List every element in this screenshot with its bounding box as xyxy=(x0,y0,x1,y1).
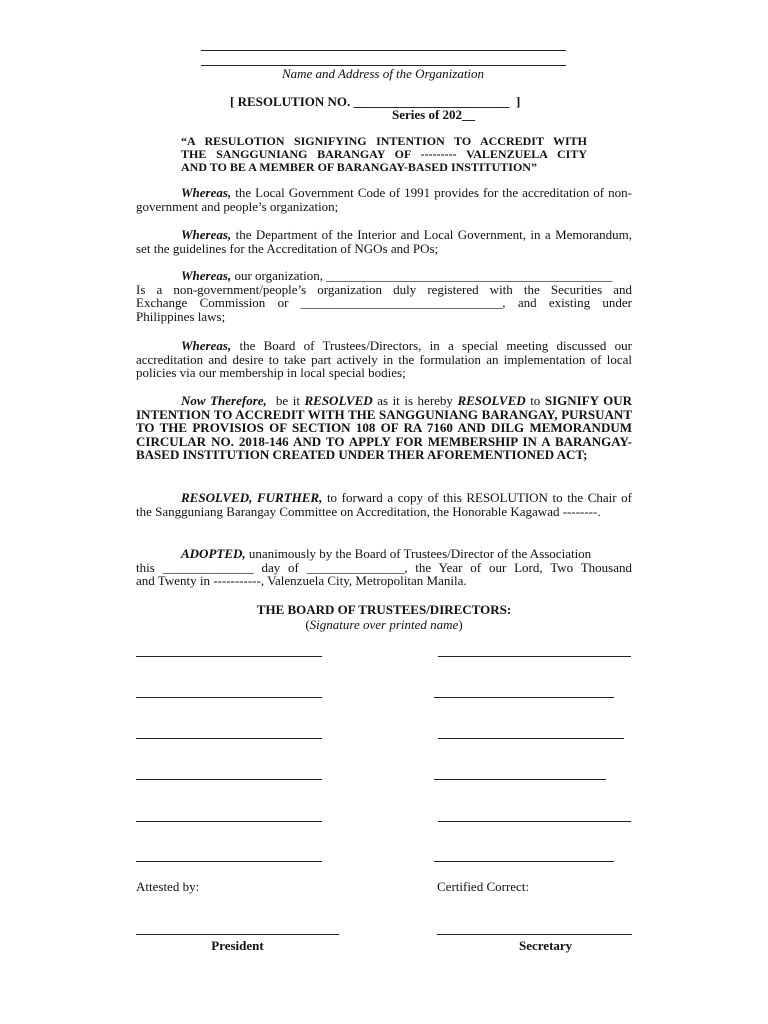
paren-open: ( xyxy=(305,617,310,632)
signature-line xyxy=(136,738,322,739)
now-therefore-lead: Now Therefore, xyxy=(181,393,267,408)
whereas-paragraph-1 xyxy=(136,186,632,213)
org-caption: Name and Address of the Organization xyxy=(281,66,485,81)
adopted-paragraph xyxy=(136,547,632,588)
signature-line xyxy=(136,861,322,862)
whereas-lead: Whereas, xyxy=(181,185,232,200)
president-signature-line xyxy=(136,934,339,935)
signature-line xyxy=(438,656,631,657)
whereas-line-4: Philippines laws; xyxy=(136,308,226,324)
certified-correct-label: Certified Correct: xyxy=(437,879,530,894)
adopted-line-1: unanimously by the Board of Trustees/Director of the Association xyxy=(245,546,592,561)
attested-by-label: Attested by: xyxy=(136,879,200,894)
whereas-lead: Whereas, xyxy=(181,338,232,353)
signature-line xyxy=(434,861,614,862)
whereas-line-3: Exchange Commission or _______________________________, and existing under xyxy=(136,295,632,311)
resolved-word: RESOLVED xyxy=(304,393,373,408)
resolution-title xyxy=(181,135,587,175)
resolved-further-lead: RESOLVED, FURTHER, xyxy=(181,490,323,505)
now-therefore-text: as it is hereby xyxy=(372,393,458,408)
secretary-label: Secretary xyxy=(519,938,573,953)
whereas-line-1: our organization, ____________________________________________ xyxy=(231,268,613,283)
whereas-lead: Whereas, xyxy=(181,227,232,242)
signature-line xyxy=(136,821,322,822)
adopted-lead: ADOPTED, xyxy=(181,546,246,561)
org-name-line xyxy=(201,50,566,51)
adopted-line-2: this ______________ day of _______________, the Year of our Lord, Two Thousand xyxy=(136,559,632,575)
paren-close: ) xyxy=(458,617,463,632)
whereas-lead: Whereas, xyxy=(181,268,232,283)
title-line-1: “A RESULOTION SIGNIFYING INTENTION TO ACCREDIT WITH xyxy=(181,134,587,148)
president-label: President xyxy=(211,938,264,953)
resolution-number: [ RESOLUTION NO. ________________________ ] xyxy=(230,94,521,109)
signature-line xyxy=(434,697,614,698)
series-label: Series of 202__ xyxy=(392,107,476,122)
signature-line xyxy=(136,697,322,698)
now-therefore-text: be it xyxy=(266,393,305,408)
secretary-signature-line xyxy=(437,934,632,935)
now-therefore-text: to xyxy=(525,393,545,408)
whereas-text: the Local Government Code of 1991 provides for the accreditation of non- government and people’s organization; xyxy=(136,185,632,214)
board-heading: THE BOARD OF TRUSTEES/DIRECTORS: xyxy=(256,602,512,617)
signature-note-text: Signature over printed name xyxy=(309,617,459,632)
now-therefore-paragraph xyxy=(136,394,632,462)
title-line-3: AND TO BE A MEMBER OF BARANGAY-BASED INSTITUTION” xyxy=(181,160,537,175)
resolution-body: SIGNIFY OUR INTENTION TO ACCREDIT WITH THE SANGGUNIANG BARANGAY, PURSUANT TO THE PROVISIOS OF SECTION 108 OF RA 7160 AND DILG MEMORANDUM CIRCULAR NO. 2018-146 AND TO APPLY FOR MEMBERSHIP IN A BARANGAY-BASED INSTITUTION CREATED UNDER THER AFOREMENTIONED ACT; xyxy=(136,393,632,463)
resolved-further-paragraph xyxy=(136,491,632,518)
signature-line xyxy=(434,779,606,780)
signature-line xyxy=(136,779,322,780)
title-line-2: THE SANGGUNIANG BARANGAY OF --------- VALENZUELA CITY xyxy=(181,147,587,162)
whereas-paragraph-4 xyxy=(136,339,632,380)
resolved-further-text: to forward a copy of this RESOLUTION to the Chair of the Sangguniang Barangay Committee on Accreditation, the Honorable Kagawad --------. xyxy=(136,490,632,519)
whereas-line-2: Is a non-government/people’s organization duly registered with the Securities and xyxy=(136,281,632,297)
resolved-word: RESOLVED xyxy=(457,393,526,408)
whereas-text: the Department of the Interior and Local Government, in a Memorandum, set the guidelines for the Accreditation of NGOs and POs; xyxy=(136,227,632,256)
signature-note xyxy=(136,618,632,632)
signature-line xyxy=(136,656,322,657)
whereas-paragraph-3 xyxy=(136,269,632,323)
signature-line xyxy=(438,738,624,739)
whereas-paragraph-2 xyxy=(136,228,632,255)
signature-line xyxy=(438,821,631,822)
whereas-text: the Board of Trustees/Directors, in a special meeting discussed our accreditation and desire to take part actively in the formulation an implementation of local policies via our membership in local special bodies; xyxy=(136,338,632,381)
adopted-line-3: and Twenty in -----------, Valenzuela City, Metropolitan Manila. xyxy=(136,573,467,589)
